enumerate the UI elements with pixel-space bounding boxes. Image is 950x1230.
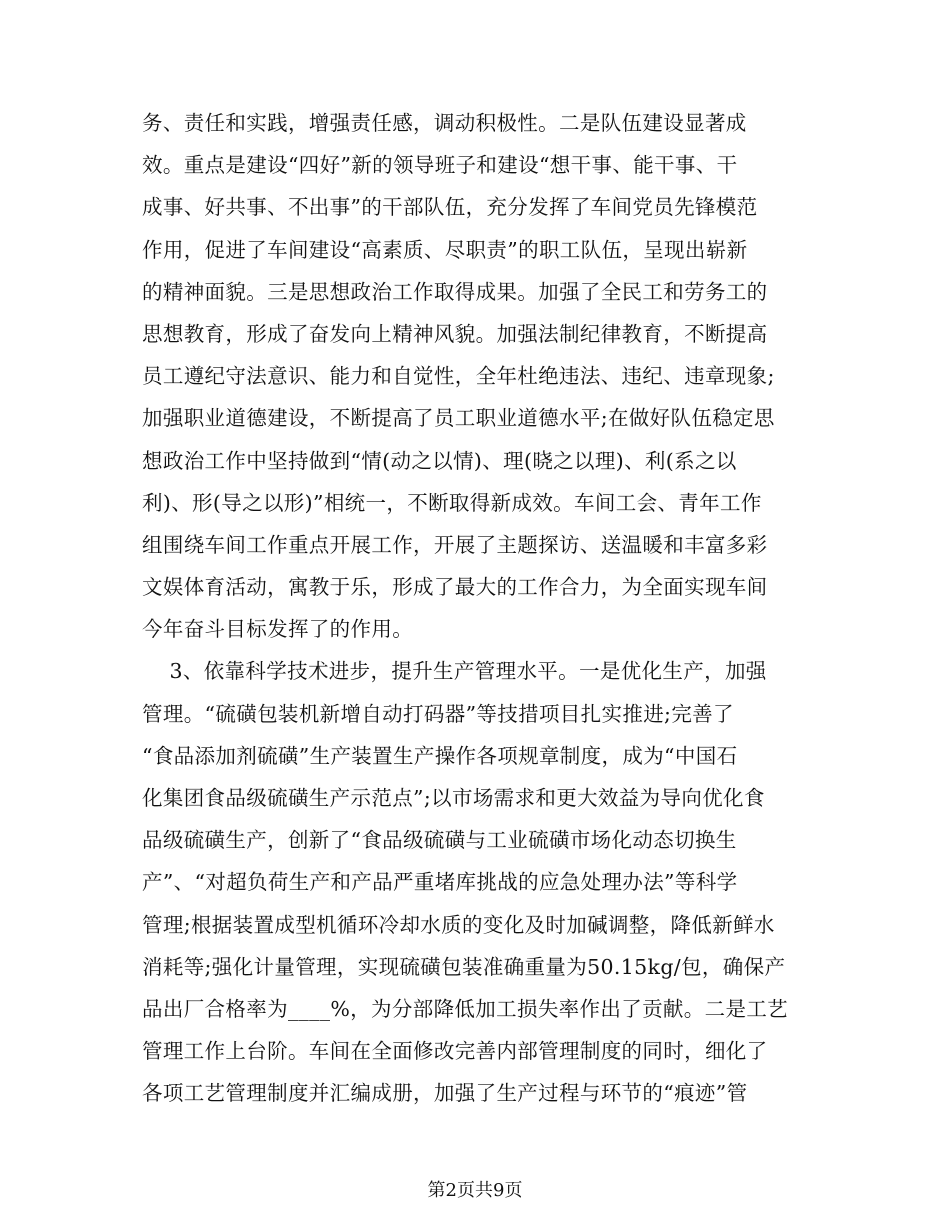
text-line: 管理。“硫磺包装机新增自动打码器”等技措项目扎实推进;完善了 [142, 701, 734, 726]
text-line: 品级硫磺生产，创新了“食品级硫磺与工业硫磺市场化动态切换生 [142, 828, 737, 853]
text-line: 想政治工作中坚持做到“情(动之以情)、理(晓之以理)、利(系之以 [142, 448, 737, 473]
text-line: 的精神面貌。三是思想政治工作取得成果。加强了全民工和劳务工的 [142, 279, 768, 304]
text-line: 管理工作上台阶。车间在全面修改完善内部管理制度的同时，细化了 [142, 1039, 768, 1064]
text-line: 产”、“对超负荷生产和产品严重堵库挑战的应急处理办法”等科学 [142, 870, 738, 895]
text-line: 务、责任和实践，增强责任感，调动积极性。二是队伍建设显著成 [142, 111, 747, 135]
text-line: 利)、形(导之以形)”相统一，不断取得新成效。车间工会、青年工作 [142, 490, 762, 515]
text-line: 消耗等;强化计量管理，实现硫磺包装准确重量为50.15kg/包，确保产 [142, 954, 786, 979]
text-line: 作用，促进了车间建设“高素质、尽职责”的职工队伍，呈现出崭新 [142, 237, 748, 262]
page-number-footer: 第2页共9页 [427, 1180, 523, 1201]
text-line: 加强职业道德建设，不断提高了员工职业道德水平;在做好队伍稳定思 [142, 406, 775, 431]
text-line: “食品添加剂硫磺”生产装置生产操作各项规章制度，成为“中国石 [142, 743, 738, 768]
text-line: 效。重点是建设“四好”新的领导班子和建设“想干事、能干事、干 [142, 153, 738, 178]
text-line: 3、依靠科学技术进步，提升生产管理水平。一是优化生产，加强 [142, 659, 767, 684]
text-line: 思想教育，形成了奋发向上精神风貌。加强法制纪律教育，不断提高 [142, 321, 768, 346]
text-line: 管理;根据装置成型机循环冷却水质的变化及时加碱调整，降低新鲜水 [142, 912, 775, 937]
body-text [142, 102, 807, 1115]
text-line: 文娱体育活动，寓教于乐，形成了最大的工作合力，为全面实现车间 [142, 575, 768, 600]
text-line: 组围绕车间工作重点开展工作，开展了主题探访、送温暖和丰富多彩 [142, 532, 768, 557]
text-line: 化集团食品级硫磺生产示范点”;以市场需求和更大效益为导向优化食 [142, 786, 765, 810]
text-line: 员工遵纪守法意识、能力和自觉性，全年杜绝违法、违纪、违章现象; [142, 364, 775, 389]
text-line: 品出厂合格率为____%，为分部降低加工损失率作出了贡献。二是工艺 [142, 996, 789, 1021]
text-line: 成事、好共事、不出事”的干部队伍，充分发挥了车间党员先锋模范 [142, 195, 758, 220]
text-line: 各项工艺管理制度并汇编成册，加强了生产过程与环节的“痕迹”管 [142, 1081, 748, 1106]
text-line: 今年奋斗目标发挥了的作用。 [142, 617, 414, 642]
